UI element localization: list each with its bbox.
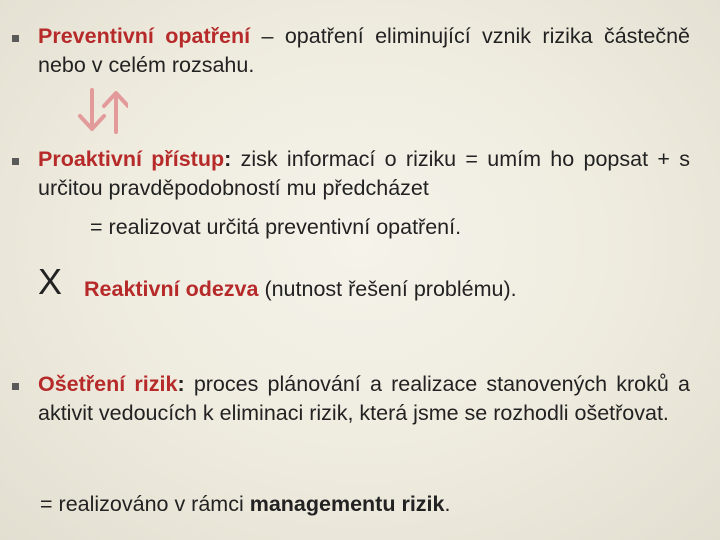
- term-treatment: Ošetření rizik: [38, 372, 178, 396]
- bullet-preventive: [38, 22, 690, 80]
- bullet-treatment: [38, 370, 690, 428]
- management-suffix: .: [444, 492, 451, 516]
- text-treatment: proces plánování a realizace stanovených kroků a aktivit vedoucích k eliminaci rizik, která jsme se rozhodli ošetřovat.: [38, 372, 690, 425]
- bullet-marker: [12, 383, 19, 390]
- management-strong: managementu rizik: [249, 492, 445, 516]
- arrow-down-icon: [80, 90, 104, 129]
- colon-proactive: :: [224, 147, 232, 171]
- text-proactive: zisk informací o riziku = umím ho popsat + s určitou pravděpodobností mu předcházet: [38, 147, 690, 200]
- contrast-x: X: [38, 261, 63, 302]
- arrow-up-icon: [104, 93, 128, 132]
- arrows-icon-group: [76, 86, 128, 136]
- management-prefix: = realizováno v rámci: [40, 492, 250, 516]
- reactive-line: [84, 275, 517, 304]
- colon-treatment: :: [177, 372, 185, 396]
- text-preventive: – opatření eliminující vznik rizika částečně nebo v celém rozsahu.: [38, 24, 691, 77]
- text-reactive: (nutnost řešení problému).: [258, 277, 517, 301]
- proactive-result-line: = realizovat určitá preventivní opatření.: [90, 215, 462, 239]
- bullet-marker: [12, 158, 19, 165]
- term-preventive: Preventivní opatření: [38, 24, 251, 48]
- bullet-proactive: [38, 145, 690, 203]
- term-proactive: Proaktivní přístup: [38, 147, 225, 171]
- management-line: [40, 490, 450, 519]
- term-reactive: Reaktivní odezva: [84, 277, 259, 301]
- bullet-marker: [12, 35, 19, 42]
